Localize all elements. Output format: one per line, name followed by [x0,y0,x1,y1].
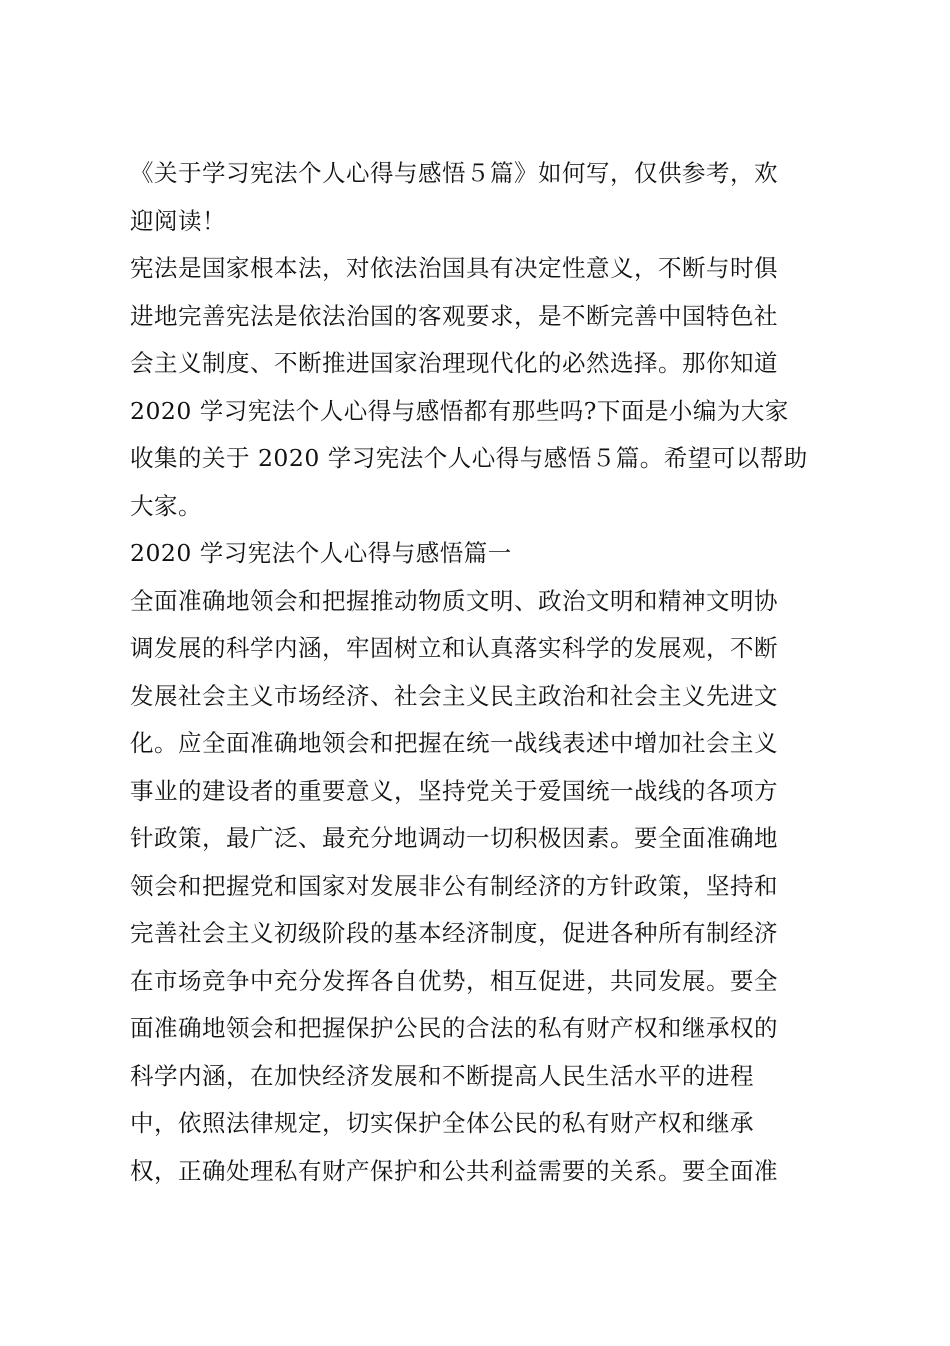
paragraph-line: 领会和把握党和国家对发展非公有制经济的方针政策，坚持和 [130,871,778,900]
paragraph-line: 收集的关于 2020 学习宪法个人心得与感悟５篇。希望可以帮助 [130,444,808,472]
section-heading: 2020 学习宪法个人心得与感悟篇一 [130,539,512,567]
paragraph-line: 中，依照法律规定，切实保护全体公民的私有财产权和继承 [130,1109,754,1137]
document-body [130,150,830,1195]
paragraph-line: 进地完善宪法是依法治国的客观要求，是不断完善中国特色社 [130,301,778,330]
paragraph-line: 全面准确地领会和把握推动物质文明、政治文明和精神文明协 [130,586,778,615]
paragraph-line: 2020 学习宪法个人心得与感悟都有那些吗?下面是小编为大家 [130,396,789,425]
intro-line: 《关于学习宪法个人心得与感悟５篇》如何写，仅供参考，欢 [130,159,778,187]
paragraph-line: 针政策，最广泛、最充分地调动一切积极因素。要全面准确地 [130,824,778,852]
paragraph-line: 化。应全面准确地领会和把握在统一战线表述中增加社会主义 [130,729,778,757]
intro-line: 迎阅读！ [130,206,226,235]
paragraph-line: 权，正确处理私有财产保护和公共利益需要的关系。要全面准 [130,1156,778,1185]
paragraph-line: 事业的建设者的重要意义，坚持党关于爱国统一战线的各项方 [130,776,778,805]
paragraph-line: 调发展的科学内涵，牢固树立和认真落实科学的发展观，不断 [130,634,778,662]
paragraph-line: 面准确地领会和把握保护公民的合法的私有财产权和继承权的 [130,1014,778,1042]
paragraph-line: 大家。 [130,491,202,520]
paragraph-line: 宪法是国家根本法，对依法治国具有决定性意义，不断与时俱 [130,254,778,282]
paragraph-line: 科学内涵，在加快经济发展和不断提高人民生活水平的进程 [130,1061,754,1090]
paragraph-line: 在市场竞争中充分发挥各自优势，相互促进，共同发展。要全 [130,966,778,995]
paragraph-line: 会主义制度、不断推进国家治理现代化的必然选择。那你知道 [130,349,778,377]
paragraph-line: 发展社会主义市场经济、社会主义民主政治和社会主义先进文 [130,681,778,710]
paragraph-line: 完善社会主义初级阶段的基本经济制度，促进各种所有制经济 [130,919,778,947]
